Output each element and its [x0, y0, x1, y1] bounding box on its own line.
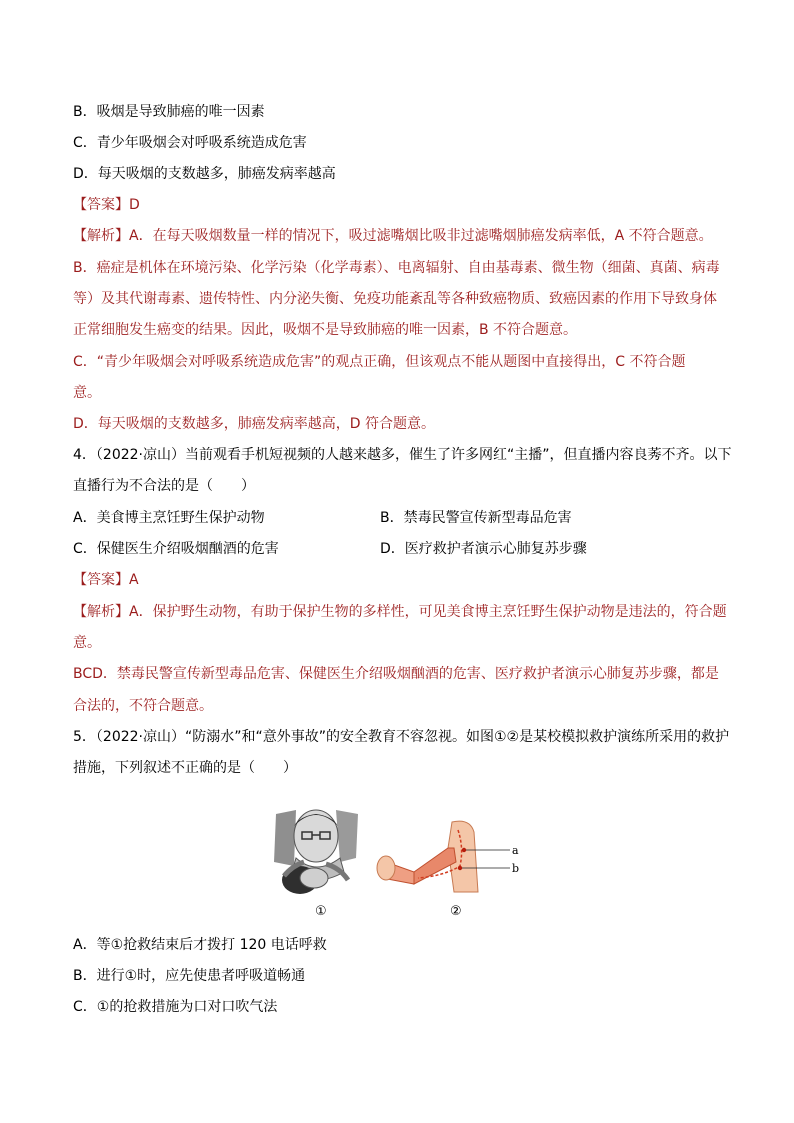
q4-option-b: B．禁毒民警宣传新型毒品危害 — [380, 510, 572, 526]
q3-answer: 【答案】D — [73, 197, 140, 213]
q3-option-b: B．吸烟是导致肺癌的唯一因素 — [73, 104, 265, 120]
q4-option-a: A．美食博主烹饪野生保护动物 — [73, 510, 265, 526]
q4-stem-line-2: 直播行为不合法的是（ ） — [73, 478, 255, 494]
q5-option-b: B．进行①时，应先使患者呼吸道畅通 — [73, 968, 306, 984]
arm-illustration — [374, 818, 524, 900]
q3-analysis-line-1: 【解析】A．在每天吸烟数量一样的情况下，吸过滤嘴烟比吸非过滤嘴烟肺癌发病率低，A 不符合题意。 — [73, 228, 713, 244]
q3-analysis-line-7: D．每天吸烟的支数越多，肺癌发病率越高，D 符合题意。 — [73, 416, 436, 432]
q4-option-c: C．保健医生介绍吸烟酗酒的危害 — [73, 541, 279, 557]
label-b: b — [512, 862, 520, 875]
q5-stem-line-2: 措施，下列叙述不正确的是（ ） — [73, 760, 297, 776]
mouth-to-mouth-illustration — [270, 806, 362, 900]
q5-stem-line-1: 5．（2022·凉山）“防溺水”和“意外事故”的安全教育不容忽视。如图①②是某校模拟救护演练所采用的救护 — [73, 729, 730, 745]
figure-caption-2: ② — [450, 904, 462, 919]
q3-analysis-line-5: C．“青少年吸烟会对呼吸系统造成危害”的观点正确，但该观点不能从题图中直接得出，C 不符合题 — [73, 354, 686, 370]
q5-option-c: C．①的抢救措施为口对口吹气法 — [73, 999, 278, 1015]
q4-analysis-line-3: BCD．禁毒民警宣传新型毒品危害、保健医生介绍吸烟酗酒的危害、医疗救护者演示心肺复苏步骤，都是 — [73, 666, 719, 682]
q3-analysis-line-6: 意。 — [73, 385, 101, 401]
q4-option-d: D．医疗救护者演示心肺复苏步骤 — [380, 541, 587, 557]
q3-option-c: C．青少年吸烟会对呼吸系统造成危害 — [73, 135, 307, 151]
q4-analysis-line-2: 意。 — [73, 635, 101, 651]
q4-analysis-line-4: 合法的，不符合题意。 — [73, 698, 213, 714]
q3-option-d: D．每天吸烟的支数越多，肺癌发病率越高 — [73, 166, 336, 182]
figure-caption-1: ① — [315, 904, 327, 919]
q4-answer: 【答案】A — [73, 572, 139, 588]
q5-option-a: A．等①抢救结束后才拨打 120 电话呼救 — [73, 937, 327, 953]
q4-stem-line-1: 4．（2022·凉山）当前观看手机短视频的人越来越多，催生了许多网红“主播”，但直播内容良莠不齐。以下 — [73, 447, 732, 463]
q3-analysis-line-4: 正常细胞发生癌变的结果。因此，吸烟不是导致肺癌的唯一因素，B 不符合题意。 — [73, 322, 578, 338]
q3-analysis-line-3: 等）及其代谢毒素、遗传特性、内分泌失衡、免疫功能紊乱等各种致癌物质、致癌因素的作用下导致身体 — [73, 291, 717, 307]
q3-analysis-line-2: B．癌症是机体在环境污染、化学污染（化学毒素）、电离辐射、自由基毒素、微生物（细菌、真菌、病毒 — [73, 260, 720, 276]
q4-analysis-line-1: 【解析】A．保护野生动物，有助于保护生物的多样性，可见美食博主烹饪野生保护动物是违法的，符合题 — [73, 604, 727, 620]
label-a: a — [512, 844, 519, 857]
